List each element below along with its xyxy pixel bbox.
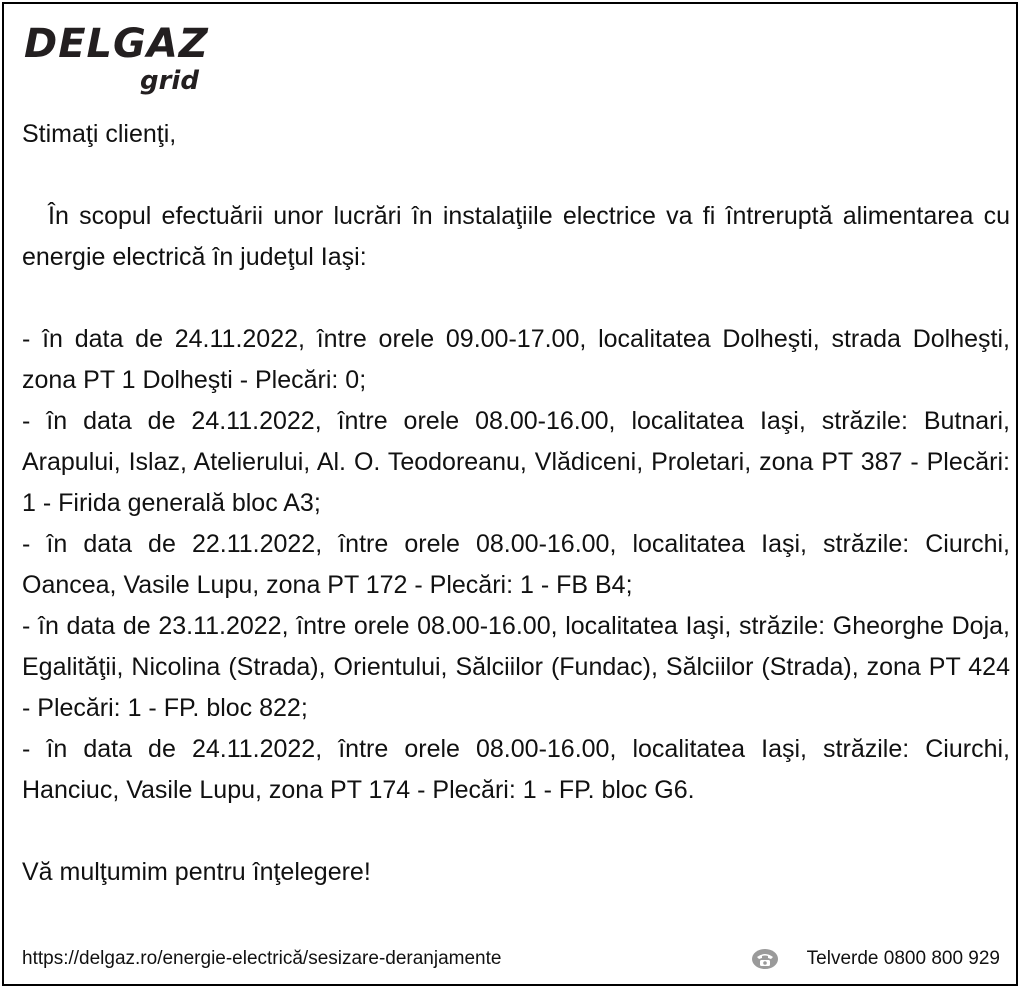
closing-line: Vă mulţumim pentru înţelegere! xyxy=(22,858,371,886)
outage-item-3: - în data de 22.11.2022, între orele 08.00-16.00, localitatea Iaşi, străzile: Ciurchi, Oancea, Vasile Lupu, zona PT 172 - Plecări: 1 - FB B4; xyxy=(22,530,1010,599)
footer-url-link[interactable]: https://delgaz.ro/energie-electrică/sesizare-deranjamente xyxy=(22,948,502,969)
outage-item-2: - în data de 24.11.2022, între orele 08.00-16.00, localitatea Iaşi, străzile: Butnari, Arapului, Islaz, Atelierului, Al. O. Teodoreanu, Vlădiceni, Proletari, zona PT 387 - Plecări: 1 - Firida generală bloc A3; xyxy=(22,407,1010,517)
logo-subtitle: grid xyxy=(140,66,199,96)
outage-item-5: - în data de 24.11.2022, între orele 08.00-16.00, localitatea Iaşi, străzile: Ciurchi, Hanciuc, Vasile Lupu, zona PT 174 - Plecări: 1 - FP. bloc G6. xyxy=(22,735,1010,804)
telephone-icon xyxy=(751,948,779,970)
footer-phone xyxy=(751,948,1000,970)
greeting: Stimaţi clienţi, xyxy=(22,120,177,148)
delgaz-logo xyxy=(24,22,224,102)
outage-item-4: - în data de 23.11.2022, între orele 08.00-16.00, localitatea Iaşi, străzile: Gheorghe Doja, Egalităţii, Nicolina (Strada), Orientului, Sălciilor (Fundac), Sălciilor (Strada), zona PT 424 - Plecări: 1 - FP. bloc 822; xyxy=(22,612,1010,722)
notice-frame xyxy=(2,2,1018,986)
logo-wordmark: DELGAZ xyxy=(24,21,209,67)
footer xyxy=(22,944,1000,974)
intro-paragraph: În scopul efectuării unor lucrări în instalaţiile electrice va fi întreruptă alimentarea cu energie electrică în judeţul Iaşi: xyxy=(22,202,1010,271)
hotline-number: Telverde 0800 800 929 xyxy=(806,948,1000,969)
notice-body xyxy=(22,114,1010,893)
outage-item-1: - în data de 24.11.2022, între orele 09.00-17.00, localitatea Dolheşti, strada Dolheşti, zona PT 1 Dolheşti - Plecări: 0; xyxy=(22,325,1010,394)
